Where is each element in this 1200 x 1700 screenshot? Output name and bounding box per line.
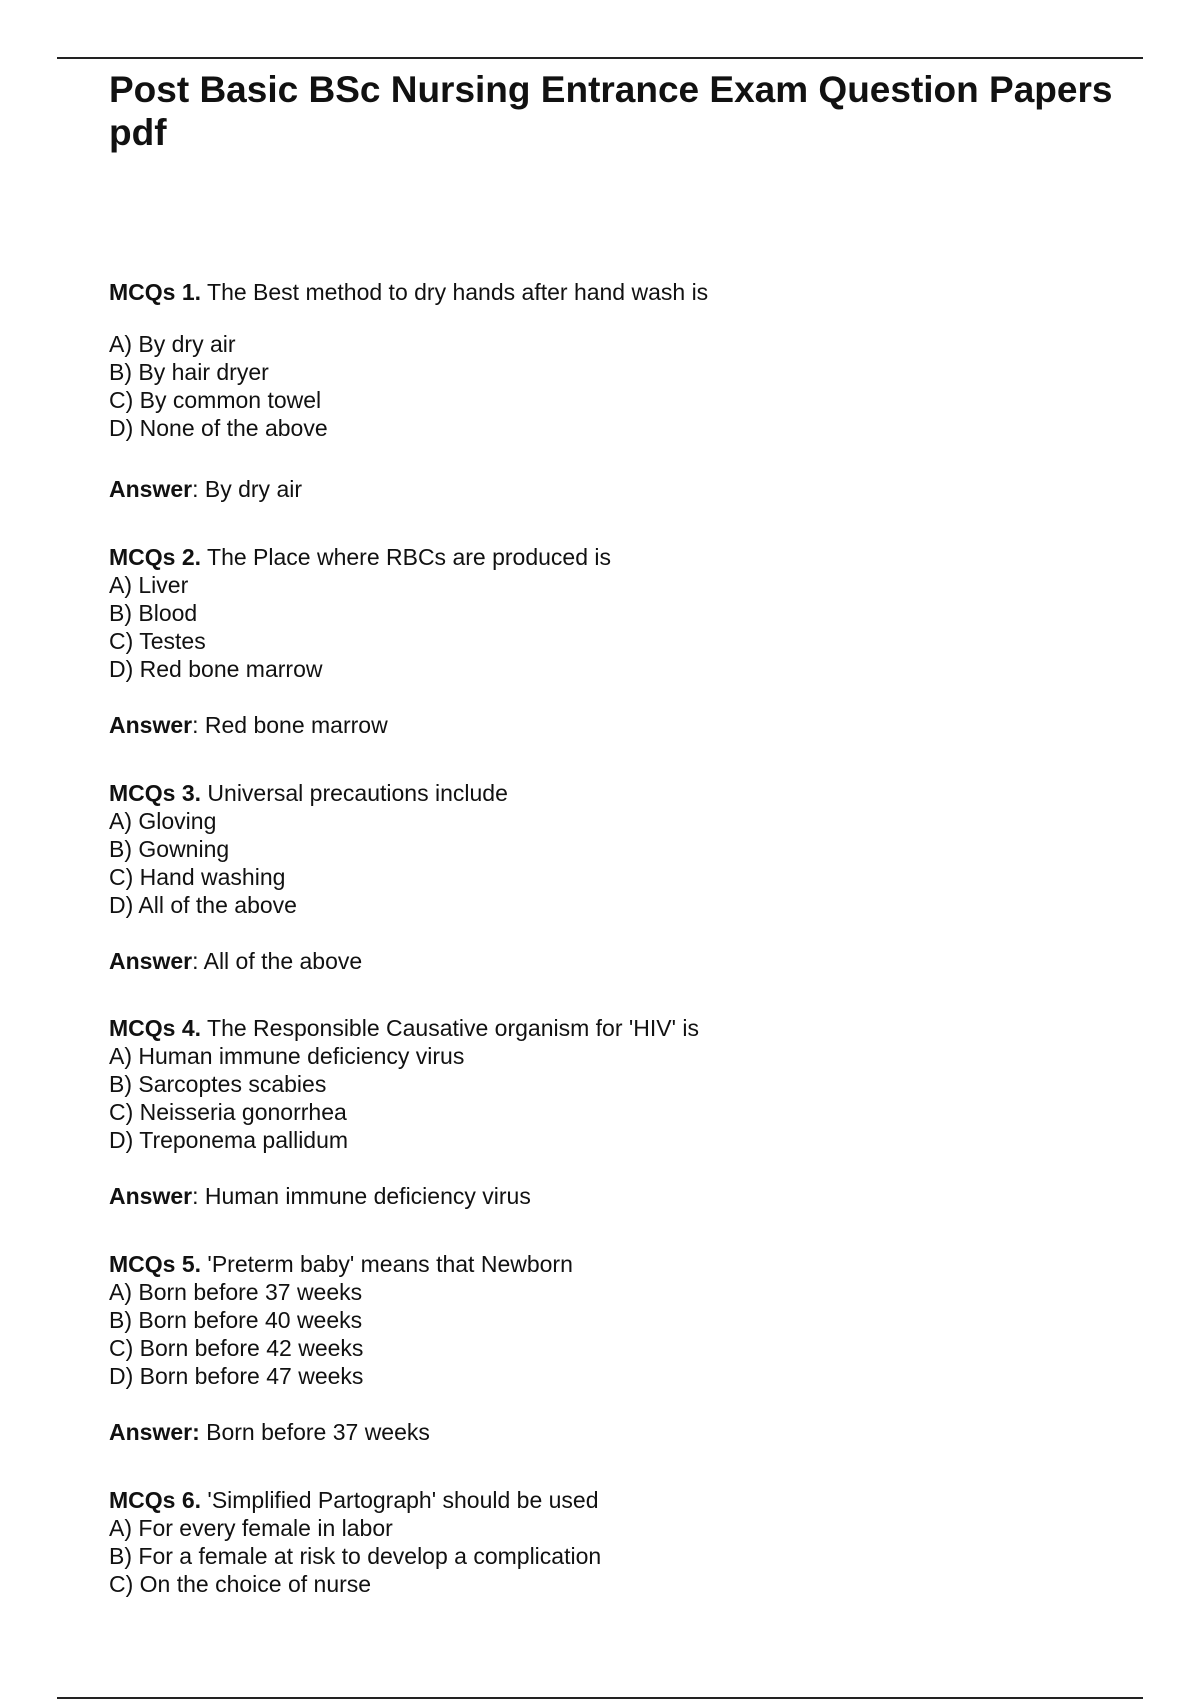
option-a: A) Liver xyxy=(109,572,189,598)
option-b: B) For a female at risk to develop a complication xyxy=(109,1543,602,1569)
option-a: A) For every female in labor xyxy=(109,1515,393,1541)
question-1-options xyxy=(109,330,1109,442)
option-a: A) Gloving xyxy=(109,808,217,834)
answer-label: Answer xyxy=(109,1183,193,1209)
answer-separator: : xyxy=(192,1183,205,1209)
option-d: D) Treponema pallidum xyxy=(109,1127,349,1153)
question-1-stem xyxy=(109,278,1109,306)
answer-separator: : xyxy=(192,948,204,974)
option-c: C) Neisseria gonorrhea xyxy=(109,1099,347,1125)
question-5-options xyxy=(109,1278,1109,1390)
option-b: B) Blood xyxy=(109,600,198,626)
question-4-text: The Responsible Causative organism for 'HIV' is xyxy=(207,1015,700,1041)
question-1-answer xyxy=(109,475,302,503)
footer-rule xyxy=(57,1697,1143,1699)
option-d: D) Born before 47 weeks xyxy=(109,1363,364,1389)
option-b: B) Born before 40 weeks xyxy=(109,1307,363,1333)
question-3-text: Universal precautions include xyxy=(207,780,508,806)
question-3-stem xyxy=(109,779,1109,807)
answer-separator: : xyxy=(192,476,205,502)
question-4-options xyxy=(109,1042,1109,1154)
question-5-stem xyxy=(109,1250,1109,1278)
question-2 xyxy=(109,543,1109,683)
option-c: C) By common towel xyxy=(109,387,322,413)
answer-separator: : xyxy=(192,712,205,738)
answer-label: Answer xyxy=(109,476,193,502)
option-d: D) None of the above xyxy=(109,415,328,441)
question-3-options xyxy=(109,807,1109,919)
option-c: C) Hand washing xyxy=(109,864,286,890)
question-1 xyxy=(109,278,1109,442)
option-c: C) Testes xyxy=(109,628,206,654)
question-3-answer xyxy=(109,947,362,975)
option-b: B) Gowning xyxy=(109,836,230,862)
question-5 xyxy=(109,1250,1109,1390)
question-4-label: MCQs 4. xyxy=(109,1015,202,1041)
option-b: B) By hair dryer xyxy=(109,359,269,385)
option-a: A) By dry air xyxy=(109,331,236,357)
page-title: Post Basic BSc Nursing Entrance Exam Question Papers pdf xyxy=(109,69,1113,153)
answer-text: All of the above xyxy=(203,948,363,974)
option-d: D) All of the above xyxy=(109,892,297,918)
answer-label: Answer xyxy=(109,948,193,974)
question-4 xyxy=(109,1014,1109,1154)
answer-label: Answer: xyxy=(109,1419,200,1445)
question-5-answer xyxy=(109,1418,430,1446)
option-a: A) Born before 37 weeks xyxy=(109,1279,363,1305)
question-2-options xyxy=(109,571,1109,683)
question-2-answer xyxy=(109,711,388,739)
answer-text: Human immune deficiency virus xyxy=(204,1183,531,1209)
question-3 xyxy=(109,779,1109,919)
question-1-label: MCQs 1. xyxy=(109,279,202,305)
option-b: B) Sarcoptes scabies xyxy=(109,1071,327,1097)
answer-label: Answer xyxy=(109,712,193,738)
question-4-answer xyxy=(109,1182,531,1210)
answer-text: Red bone marrow xyxy=(204,712,388,738)
question-3-label: MCQs 3. xyxy=(109,780,202,806)
question-1-text: The Best method to dry hands after hand wash is xyxy=(207,279,709,305)
question-5-label: MCQs 5. xyxy=(109,1251,202,1277)
question-2-text: The Place where RBCs are produced is xyxy=(207,544,611,570)
question-6-stem xyxy=(109,1486,1109,1514)
option-a: A) Human immune deficiency virus xyxy=(109,1043,465,1069)
option-d: D) Red bone marrow xyxy=(109,656,323,682)
question-2-stem xyxy=(109,543,1109,571)
option-c: C) On the choice of nurse xyxy=(109,1571,372,1597)
answer-text: By dry air xyxy=(204,476,303,502)
header-rule xyxy=(57,57,1143,59)
question-6 xyxy=(109,1486,1109,1598)
option-c: C) Born before 42 weeks xyxy=(109,1335,364,1361)
question-5-text: 'Preterm baby' means that Newborn xyxy=(207,1251,573,1277)
question-4-stem xyxy=(109,1014,1109,1042)
question-6-text: 'Simplified Partograph' should be used xyxy=(207,1487,599,1513)
answer-text: Born before 37 weeks xyxy=(206,1419,430,1445)
question-6-label: MCQs 6. xyxy=(109,1487,202,1513)
question-2-label: MCQs 2. xyxy=(109,544,202,570)
question-6-options xyxy=(109,1514,1109,1598)
